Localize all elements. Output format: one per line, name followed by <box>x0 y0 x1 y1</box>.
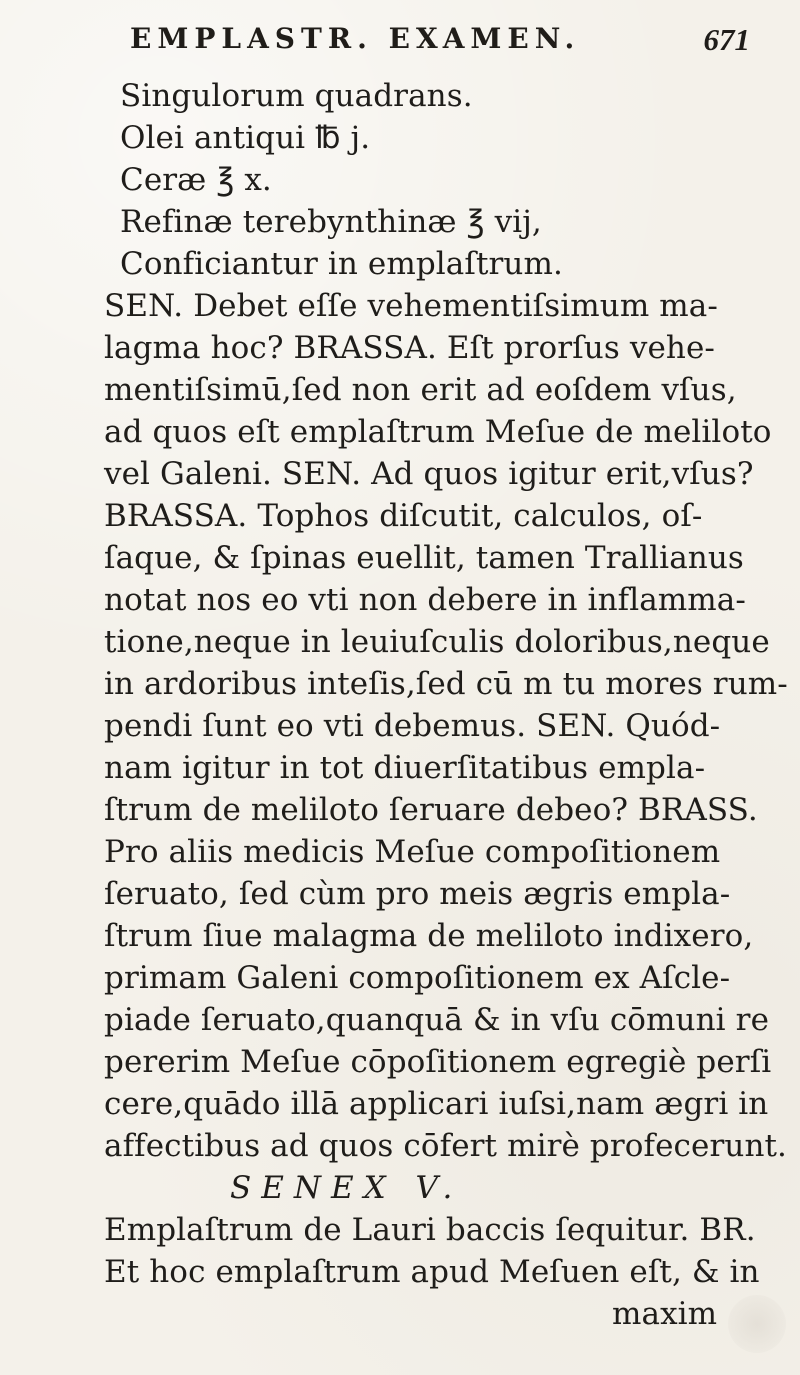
text-line: vel Galeni. SEN. Ad quos igitur erit,vſus? <box>104 456 754 492</box>
text-line: Et hoc emplaſtrum apud Meſuen eſt, & in <box>104 1254 760 1290</box>
text-line: Emplaſtrum de Lauri baccis ſequitur. BR. <box>104 1212 756 1248</box>
text-line: cere,quādo illā applicari iuſsi,nam ægri in <box>104 1086 769 1122</box>
text-line: affectibus ad quos cōfert mirè profecerunt. <box>104 1128 788 1164</box>
recipe-line-conficiantur: Conficiantur in emplaſtrum. <box>120 246 563 282</box>
text-line: ad quos eſt emplaſtrum Meſue de meliloto <box>104 414 772 450</box>
text-line: Pro aliis medicis Meſue compoſitionem <box>104 834 721 870</box>
page-number: 671 <box>703 22 750 57</box>
text-line: ſtrum ſiue malagma de meliloto indixero, <box>104 918 754 954</box>
text-line: BRASSA. Tophos diſcutit, calculos, oſ- <box>104 498 703 534</box>
paper-stain-decoration <box>728 1295 786 1353</box>
text-line: ſtrum de meliloto ſeruare debeo? BRASS. <box>104 792 758 828</box>
running-head: EMPLASTR. EXAMEN. <box>130 22 581 55</box>
page-header <box>130 22 750 72</box>
recipe-line-quadrans: Singulorum quadrans. <box>120 78 473 114</box>
text-line: notat nos eo vti non debere in inflamma- <box>104 582 746 618</box>
recipe-line-resinae: Refinæ terebynthinæ ℥ vij, <box>120 204 542 240</box>
text-line: mentiſsimū,ſed non erit ad eoſdem vſus, <box>104 372 737 408</box>
text-line: ſaque, & ſpinas euellit, tamen Trallianus <box>104 540 744 576</box>
text-line: lagma hoc? BRASSA. Eſt prorſus vehe- <box>104 330 715 366</box>
recipe-line-olei: Olei antiqui ℔ j. <box>120 120 371 156</box>
section-heading: SENEX V. <box>230 1170 463 1206</box>
text-line: SEN. Debet eſſe vehementiſsimum ma- <box>104 288 718 324</box>
text-line: ſeruato, ſed cùm pro meis ægris empla- <box>104 876 731 912</box>
recipe-line-cerae: Ceræ ℥ x. <box>120 162 272 198</box>
text-line: in ardoribus inteſis,ſed cū m tu mores rum- <box>104 666 788 702</box>
body-text <box>0 75 800 1345</box>
text-line: pererim Meſue cōpoſitionem egregiè perſi <box>104 1044 772 1080</box>
text-line: piade ſeruato,quanquā & in vſu cōmuni re <box>104 1002 770 1038</box>
text-line: primam Galeni compoſitionem ex Aſcle- <box>104 960 731 996</box>
text-line: tione,neque in leuiuſculis doloribus,neque <box>104 624 770 660</box>
text-line: nam igitur in tot diuerſitatibus empla- <box>104 750 706 786</box>
text-line: pendi ſunt eo vti debemus. SEN. Quód- <box>104 708 721 744</box>
catchword: maxim <box>612 1296 718 1332</box>
